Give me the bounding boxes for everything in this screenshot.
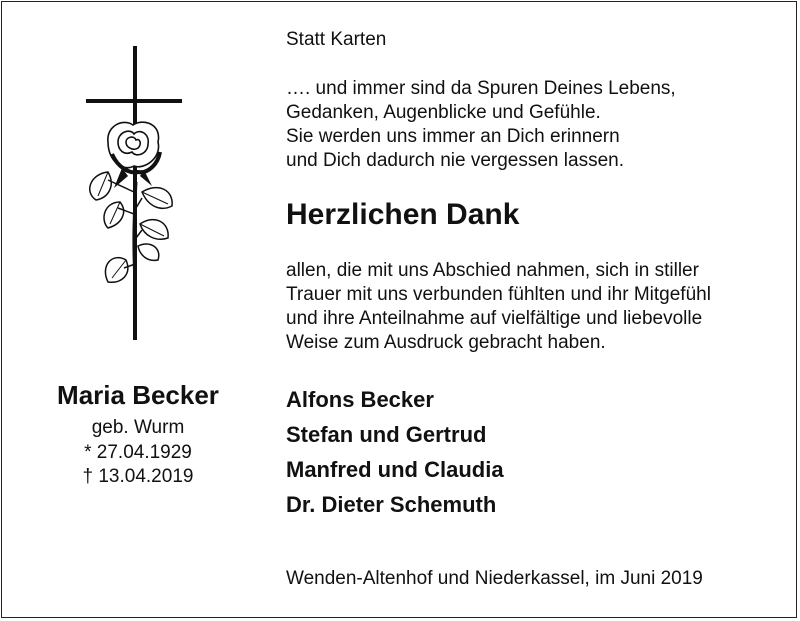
cross-with-rose-icon [78,42,198,344]
thanks-line: Weise zum Ausdruck gebracht haben. [286,332,606,353]
deceased-name: Maria Becker [57,380,219,410]
verse-line: Sie werden uns immer an Dich erinnern [286,126,620,147]
notice-header: Statt Karten [286,29,387,50]
verse-line: …. und immer sind da Spuren Deines Lebens, [286,78,676,99]
verse-line: Gedanken, Augenblicke und Gefühle. [286,102,601,123]
thanks-line: und ihre Anteilnahme auf vielfältige und liebevolle [286,308,703,329]
family-member: Alfons Becker [286,387,434,412]
family-member: Dr. Dieter Schemuth [286,492,497,517]
family-member: Stefan und Gertrud [286,422,487,447]
death-date: † 13.04.2019 [82,466,194,487]
thanks-line: allen, die mit uns Abschied nahmen, sich in stiller [286,260,699,281]
verse-line: und Dich dadurch nie vergessen lassen. [286,150,624,171]
thanks-heading: Herzlichen Dank [286,198,520,231]
verse [286,77,676,173]
family-member: Manfred und Claudia [286,457,504,482]
birth-date: * 27.04.1929 [84,442,192,463]
thanks-line: Trauer mit uns verbunden fühlten und ihr Mitgefühl [286,284,711,305]
maiden-name: geb. Wurm [91,417,185,438]
family-list [286,382,504,522]
thanks-text [286,259,711,355]
place-date: Wenden-Altenhof und Niederkassel, im Juni 2019 [286,568,703,589]
